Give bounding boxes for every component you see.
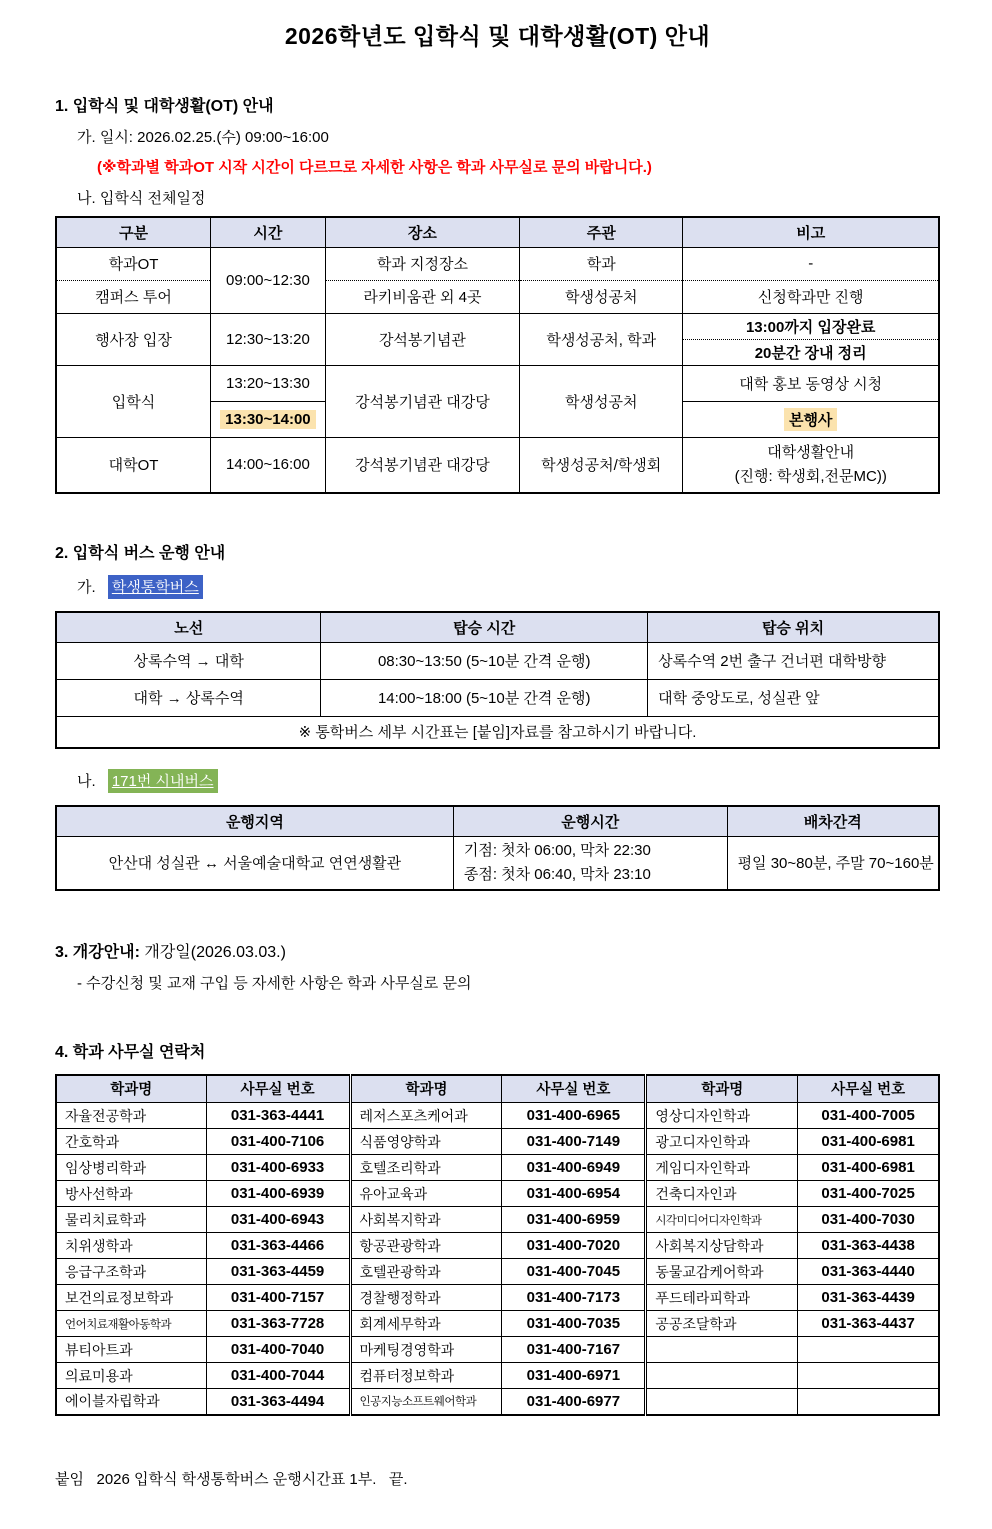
- cell: 대학 → 상록수역: [56, 679, 321, 716]
- dept-phone-cell: 031-400-7035: [502, 1311, 646, 1337]
- dept-name-cell: 광고디자인학과: [646, 1129, 798, 1155]
- commuter-bus-table: [55, 611, 940, 749]
- dept-name-cell: 자율전공학과: [56, 1103, 206, 1129]
- city-bus-hours-line2: 종점: 첫차 06:40, 막차 23:10: [463, 865, 651, 883]
- header-cell-dept: 학과명: [56, 1075, 206, 1103]
- section3-heading-rest: 개강일(2026.03.03.): [139, 943, 286, 961]
- city-bus-label: 171번 시내버스: [108, 769, 218, 793]
- header-cell-route: 노선: [56, 612, 321, 642]
- table-row: [56, 836, 939, 890]
- header-cell-interval: 배차간격: [727, 806, 939, 836]
- header-cell-note: 비고: [683, 217, 939, 247]
- header-cell-phone: 사무실 번호: [502, 1075, 646, 1103]
- dept-name-cell: 식품영양학과: [350, 1129, 502, 1155]
- dept-phone-cell: 031-400-6949: [502, 1155, 646, 1181]
- dept-name-cell: [646, 1337, 798, 1363]
- cell: 대학OT: [56, 437, 211, 493]
- cell: 학과: [520, 247, 683, 280]
- cell: 20분간 장내 정리: [683, 339, 939, 365]
- table-note-row: [56, 716, 939, 748]
- univ-ot-note-line2: (진행: 학생회,전문MC)): [734, 467, 887, 485]
- cell: 대학 홍보 동영상 시청: [683, 365, 939, 401]
- cell: 09:00~12:30: [211, 247, 326, 313]
- table-row: [56, 1103, 939, 1129]
- dept-name-cell: 회계세무학과: [350, 1311, 502, 1337]
- dept-name-cell: 치위생학과: [56, 1233, 206, 1259]
- dept-name-cell: 공공조달학과: [646, 1311, 798, 1337]
- cell: 강석봉기념관 대강당: [325, 365, 519, 437]
- dept-name-cell: 언어치료재활아동학과: [56, 1311, 206, 1337]
- table-row-univ-ot: [56, 437, 939, 493]
- dept-phone-cell: 031-400-6954: [502, 1181, 646, 1207]
- dept-phone-cell: 031-363-4459: [206, 1259, 350, 1285]
- cell: 강석봉기념관: [325, 313, 519, 365]
- dept-phone-cell: 031-400-6971: [502, 1363, 646, 1389]
- dept-name-cell: 경찰행정학과: [350, 1285, 502, 1311]
- dept-phone-cell: 031-400-6943: [206, 1207, 350, 1233]
- highlighted-time: 13:30~14:00: [220, 410, 316, 429]
- dept-name-cell: 시각미디어디자인학과: [646, 1207, 798, 1233]
- table-row-ceremony: [56, 365, 939, 401]
- commuter-bus-label: 학생통학버스: [108, 575, 203, 599]
- header-cell-boarding-time: 탑승 시간: [321, 612, 648, 642]
- dept-phone-cell: 031-400-6965: [502, 1103, 646, 1129]
- dept-phone-cell: 031-400-6977: [502, 1389, 646, 1415]
- table-row: [56, 1285, 939, 1311]
- dept-name-cell: 의료미용과: [56, 1363, 206, 1389]
- dept-name-cell: 응급구조학과: [56, 1259, 206, 1285]
- header-cell-category: 구분: [56, 217, 211, 247]
- dept-name-cell: 임상병리학과: [56, 1155, 206, 1181]
- dept-phone-cell: 031-363-4438: [798, 1233, 939, 1259]
- dept-name-cell: 레저스포츠케어과: [350, 1103, 502, 1129]
- dept-name-cell: 항공관광학과: [350, 1233, 502, 1259]
- dept-phone-cell: [798, 1389, 939, 1415]
- dept-name-cell: 마케팅경영학과: [350, 1337, 502, 1363]
- dept-phone-cell: 031-400-7005: [798, 1103, 939, 1129]
- dept-name-cell: 컴퓨터정보학과: [350, 1363, 502, 1389]
- section1-schedule-line: 나. 입학식 전체일정: [77, 190, 206, 207]
- dept-phone-cell: 031-400-7173: [502, 1285, 646, 1311]
- dept-phone-cell: 031-400-7167: [502, 1337, 646, 1363]
- bus-note-cell: ※ 통학버스 세부 시간표는 [붙임]자료를 참고하시기 바랍니다.: [56, 716, 939, 748]
- dept-phone-cell: 031-400-7045: [502, 1259, 646, 1285]
- dept-phone-cell: 031-400-6981: [798, 1155, 939, 1181]
- city-bus-interval-cell: 평일 30~80분, 주말 70~160분: [727, 836, 939, 890]
- cell: 14:00~16:00: [211, 437, 326, 493]
- header-cell-host: 주관: [520, 217, 683, 247]
- dept-name-cell: 에이블자립학과: [56, 1389, 206, 1415]
- dept-name-cell: 인공지능소프트웨어학과: [350, 1389, 502, 1415]
- dept-phone-cell: 031-363-7728: [206, 1311, 350, 1337]
- header-cell-time: 시간: [211, 217, 326, 247]
- table-row: [56, 1311, 939, 1337]
- dept-phone-cell: 031-400-7157: [206, 1285, 350, 1311]
- table-row: [56, 1129, 939, 1155]
- dept-name-cell: 물리치료학과: [56, 1207, 206, 1233]
- cell: 학생성공처: [520, 365, 683, 437]
- table-row: [56, 679, 939, 716]
- dept-name-cell: 뷰티아트과: [56, 1337, 206, 1363]
- attachment-footer: 붙임 2026 입학식 학생통학버스 운행시간표 1부. 끝.: [55, 1470, 408, 1488]
- dept-phone-cell: 031-400-7106: [206, 1129, 350, 1155]
- city-bus-hours-cell: [453, 836, 727, 890]
- section4-heading: 4. 학과 사무실 연락처: [55, 1043, 206, 1061]
- dept-phone-cell: 031-363-4439: [798, 1285, 939, 1311]
- header-cell-place: 장소: [325, 217, 519, 247]
- cell: 학생성공처, 학과: [520, 313, 683, 365]
- table-row: [56, 1337, 939, 1363]
- dept-phone-cell: 031-363-4440: [798, 1259, 939, 1285]
- cell: 신청학과만 진행: [683, 280, 939, 313]
- cell: [683, 437, 939, 493]
- department-contacts-table: [55, 1074, 940, 1416]
- main-event-cell: [683, 401, 939, 437]
- main-event-label: 본행사: [784, 408, 837, 431]
- cell: 대학 중앙도로, 성실관 앞: [648, 679, 939, 716]
- header-cell-dept: 학과명: [350, 1075, 502, 1103]
- ceremony-schedule-table: [55, 216, 940, 494]
- dept-name-cell: 보건의료정보학과: [56, 1285, 206, 1311]
- dept-phone-cell: 031-400-7149: [502, 1129, 646, 1155]
- table-row: [56, 1155, 939, 1181]
- section2-item-b: [77, 769, 940, 793]
- table-row: [56, 642, 939, 679]
- section1-date-line: 가. 일시: 2026.02.25.(수) 09:00~16:00: [77, 129, 329, 146]
- dept-name-cell: 사회복지상담학과: [646, 1233, 798, 1259]
- city-bus-table: [55, 805, 940, 891]
- dept-name-cell: 영상디자인학과: [646, 1103, 798, 1129]
- cell: 입학식: [56, 365, 211, 437]
- dept-phone-cell: 031-363-4466: [206, 1233, 350, 1259]
- cell: 강석봉기념관 대강당: [325, 437, 519, 493]
- dept-phone-cell: 031-400-7030: [798, 1207, 939, 1233]
- table-row: [56, 1233, 939, 1259]
- dept-phone-cell: 031-400-7044: [206, 1363, 350, 1389]
- dept-name-cell: 유아교육과: [350, 1181, 502, 1207]
- dept-name-cell: 사회복지학과: [350, 1207, 502, 1233]
- dept-name-cell: 게임디자인학과: [646, 1155, 798, 1181]
- section2-item-a: [77, 575, 940, 599]
- section2-heading: 2. 입학식 버스 운행 안내: [55, 545, 226, 562]
- dept-phone-cell: 031-400-7040: [206, 1337, 350, 1363]
- dept-phone-cell: [798, 1337, 939, 1363]
- table-row: [56, 1259, 939, 1285]
- dept-phone-cell: 031-400-6939: [206, 1181, 350, 1207]
- item-a-prefix: 가.: [77, 579, 96, 596]
- dept-phone-cell: 031-363-4441: [206, 1103, 350, 1129]
- dept-phone-cell: 031-363-4437: [798, 1311, 939, 1337]
- dept-name-cell: 간호학과: [56, 1129, 206, 1155]
- header-cell-boarding-place: 탑승 위치: [648, 612, 939, 642]
- table-row: [56, 1181, 939, 1207]
- table-row-dept-ot: [56, 247, 939, 280]
- highlighted-time-cell: [211, 401, 326, 437]
- table-row: [56, 1207, 939, 1233]
- dept-name-cell: 건축디자인과: [646, 1181, 798, 1207]
- cell: -: [683, 247, 939, 280]
- cell: 학과 지정장소: [325, 247, 519, 280]
- header-cell-phone: 사무실 번호: [206, 1075, 350, 1103]
- cell: 학과OT: [56, 247, 211, 280]
- dept-name-cell: 호텔조리학과: [350, 1155, 502, 1181]
- dept-name-cell: [646, 1389, 798, 1415]
- cell: 상록수역 2번 출구 건너편 대학방향: [648, 642, 939, 679]
- table-header-row: [56, 806, 939, 836]
- section1-red-notice: (※학과별 학과OT 시작 시간이 다르므로 자세한 사항은 학과 사무실로 문의 바랍니다.): [97, 159, 652, 176]
- section3-heading: [55, 939, 940, 962]
- cell: 행사장 입장: [56, 313, 211, 365]
- table-header-row: [56, 217, 939, 247]
- dept-phone-cell: 031-400-6981: [798, 1129, 939, 1155]
- dept-name-cell: 방사선학과: [56, 1181, 206, 1207]
- dept-phone-cell: 031-400-7025: [798, 1181, 939, 1207]
- header-cell-phone: 사무실 번호: [798, 1075, 939, 1103]
- cell: 상록수역 → 대학: [56, 642, 321, 679]
- cell: 학생성공처/학생회: [520, 437, 683, 493]
- cell: 08:30~13:50 (5~10분 간격 운행): [321, 642, 648, 679]
- city-bus-route-cell: 안산대 성실관 ↔ 서울예술대학교 연연생활관: [56, 836, 453, 890]
- page-title: 2026학년도 입학식 및 대학생활(OT) 안내: [284, 23, 711, 49]
- table-header-row: [56, 612, 939, 642]
- cell: 13:20~13:30: [211, 365, 326, 401]
- table-row-campus-tour: [56, 280, 939, 313]
- table-row: [56, 1389, 939, 1415]
- dept-name-cell: [646, 1363, 798, 1389]
- cell: 라키비움관 외 4곳: [325, 280, 519, 313]
- dept-phone-cell: 031-400-6933: [206, 1155, 350, 1181]
- dept-phone-cell: [798, 1363, 939, 1389]
- cell: 12:30~13:20: [211, 313, 326, 365]
- table-row: [56, 1363, 939, 1389]
- dept-phone-cell: 031-400-7020: [502, 1233, 646, 1259]
- cell: 학생성공처: [520, 280, 683, 313]
- section3-detail: - 수강신청 및 교재 구입 등 자세한 사항은 학과 사무실로 문의: [77, 974, 472, 992]
- dept-name-cell: 호텔관광학과: [350, 1259, 502, 1285]
- table-row-entrance: [56, 313, 939, 339]
- dept-name-cell: 푸드테라피학과: [646, 1285, 798, 1311]
- header-cell-area: 운행지역: [56, 806, 453, 836]
- item-b-prefix: 나.: [77, 773, 96, 790]
- city-bus-hours-line1: 기점: 첫차 06:00, 막차 22:30: [463, 841, 651, 859]
- cell: 14:00~18:00 (5~10분 간격 운행): [321, 679, 648, 716]
- table-header-row: [56, 1075, 939, 1103]
- section1-heading: 1. 입학식 및 대학생활(OT) 안내: [55, 98, 274, 115]
- cell: 13:00까지 입장완료: [683, 313, 939, 339]
- dept-phone-cell: 031-363-4494: [206, 1389, 350, 1415]
- header-cell-dept: 학과명: [646, 1075, 798, 1103]
- header-cell-hours: 운행시간: [453, 806, 727, 836]
- univ-ot-note-line1: 대학생활안내: [767, 443, 855, 461]
- section3-heading-bold: 3. 개강안내:: [55, 943, 140, 961]
- dept-phone-cell: 031-400-6959: [502, 1207, 646, 1233]
- cell: 캠퍼스 투어: [56, 280, 211, 313]
- dept-name-cell: 동물교감케어학과: [646, 1259, 798, 1285]
